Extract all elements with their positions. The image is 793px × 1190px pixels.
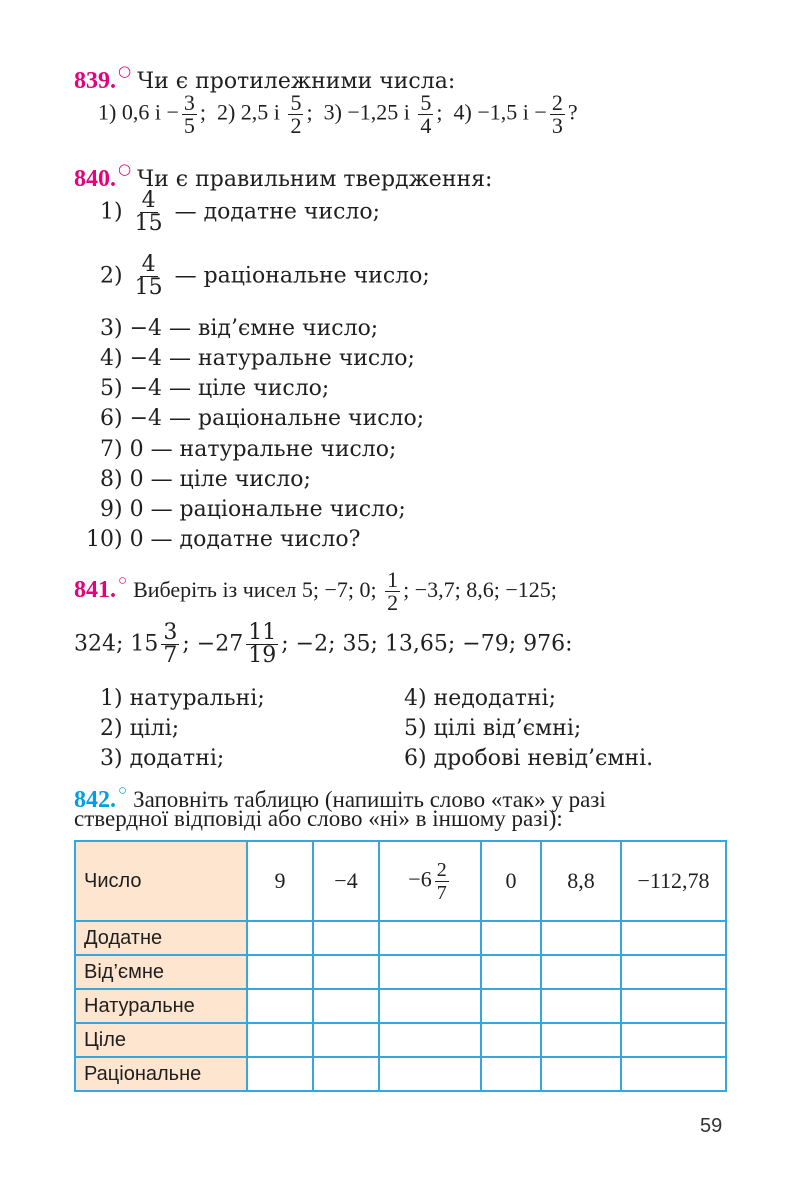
numerator: 5 <box>290 90 302 115</box>
table-row <box>75 955 726 989</box>
answer-cell[interactable] <box>481 1023 541 1057</box>
fraction <box>385 569 400 614</box>
answer-cell[interactable] <box>247 921 313 955</box>
item-text: Заповніть таблицю (напишіть слово «так» у разі <box>133 787 606 812</box>
item-text: ; <box>199 99 206 125</box>
item-text: ; −27 <box>182 631 244 657</box>
table-value: 9 <box>247 841 313 921</box>
problem-841-line-2 <box>74 622 573 667</box>
denominator: 15 <box>134 275 163 300</box>
answer-cell[interactable] <box>313 1023 379 1057</box>
item-text: Виберіть із чисел 5; −7; 0; <box>133 577 377 602</box>
answer-cell[interactable] <box>379 989 481 1023</box>
item-text: ; <box>436 99 443 125</box>
list-item: 6) дробові невід’ємні. <box>404 746 654 771</box>
table-header-label: Число <box>75 841 247 921</box>
answer-cell[interactable] <box>313 955 379 989</box>
answer-cell[interactable] <box>541 989 621 1023</box>
degree-mark-icon: ○ <box>118 783 128 799</box>
table-row <box>75 921 726 955</box>
fraction <box>133 190 165 235</box>
item-text: ? <box>567 99 578 125</box>
degree-mark-icon: ○ <box>118 160 132 178</box>
list-item: 5) цілі від’ємні; <box>404 716 582 741</box>
fraction <box>435 859 449 904</box>
problem-840-item-1 <box>100 190 380 235</box>
fraction <box>182 92 197 137</box>
item-text: ; −3,7; 8,6; −125; <box>403 577 557 602</box>
whole-part: −6 <box>408 866 432 892</box>
list-item: 4) −4 — натуральне число; <box>100 346 415 371</box>
numerator: 11 <box>248 620 277 645</box>
table-value: −112,78 <box>621 841 726 921</box>
numerator: 3 <box>163 620 178 645</box>
item-label: 2) <box>100 263 123 289</box>
denominator: 5 <box>183 113 195 138</box>
fraction <box>161 622 179 667</box>
problem-842-line-2: ствердної відповіді або слово «ні» в іншому разі): <box>74 806 563 831</box>
answer-cell[interactable] <box>541 921 621 955</box>
answer-cell[interactable] <box>379 1023 481 1057</box>
answer-cell[interactable] <box>481 989 541 1023</box>
list-item: 8) 0 — ціле число; <box>100 467 311 492</box>
fraction <box>288 92 303 137</box>
numerator: 2 <box>436 858 447 881</box>
answer-cell[interactable] <box>541 1023 621 1057</box>
answer-cell[interactable] <box>621 921 726 955</box>
numerator: 5 <box>420 90 432 115</box>
numerator: 2 <box>551 90 563 115</box>
answer-cell[interactable] <box>379 955 481 989</box>
denominator: 2 <box>290 113 302 138</box>
row-label: Додатне <box>75 921 247 955</box>
answer-cell[interactable] <box>621 989 726 1023</box>
item-text: ; −2; 35; 13,65; −79; 976: <box>281 631 573 657</box>
answer-cell[interactable] <box>313 921 379 955</box>
answer-cell[interactable] <box>247 1023 313 1057</box>
table-row <box>75 989 726 1023</box>
problem-840-heading <box>74 156 492 193</box>
denominator: 7 <box>163 643 178 668</box>
numerator: 1 <box>387 567 399 593</box>
answer-table <box>74 840 727 1092</box>
denominator: 4 <box>420 113 432 138</box>
item-text: 324; 15 <box>74 631 159 657</box>
fraction <box>550 92 565 137</box>
answer-cell[interactable] <box>247 1057 313 1091</box>
degree-mark-icon: ○ <box>118 573 128 589</box>
answer-cell[interactable] <box>621 1023 726 1057</box>
denominator: 3 <box>551 113 563 138</box>
table-value-mixed <box>379 841 481 921</box>
list-item: 3) −4 — від’ємне число; <box>100 316 379 341</box>
problem-number: 839. <box>74 68 116 94</box>
answer-cell[interactable] <box>247 955 313 989</box>
problem-839-items <box>98 92 578 137</box>
problem-question: Чи є протилежними числа: <box>137 69 456 94</box>
item-label: 1) <box>100 199 123 225</box>
table-row <box>75 1057 726 1091</box>
item-text: 2) 2,5 і <box>216 99 286 125</box>
list-item: 4) недодатні; <box>404 686 556 711</box>
answer-cell[interactable] <box>313 989 379 1023</box>
list-item: 7) 0 — натуральне число; <box>100 437 397 462</box>
denominator: 15 <box>134 211 163 236</box>
denominator: 2 <box>387 590 399 616</box>
list-item: 2) цілі; <box>100 716 180 741</box>
answer-cell[interactable] <box>541 955 621 989</box>
item-text: — додатне число; <box>174 199 381 225</box>
answer-cell[interactable] <box>481 1057 541 1091</box>
answer-cell[interactable] <box>481 955 541 989</box>
numerator: 4 <box>141 188 156 213</box>
table-value: 8,8 <box>541 841 621 921</box>
numerator: 3 <box>183 90 195 115</box>
degree-mark-icon: ○ <box>118 62 132 80</box>
answer-cell[interactable] <box>541 1057 621 1091</box>
answer-cell[interactable] <box>313 1057 379 1091</box>
answer-cell[interactable] <box>379 921 481 955</box>
problem-question: Чи є правильним твердження: <box>137 167 493 192</box>
row-label: Ціле <box>75 1023 247 1057</box>
answer-cell[interactable] <box>247 989 313 1023</box>
page-number: 59 <box>700 1115 723 1137</box>
list-item: 9) 0 — раціональне число; <box>100 497 406 522</box>
fraction <box>246 622 278 667</box>
item-text: 1) 0,6 і − <box>98 99 179 125</box>
problem-841-line-1 <box>74 568 557 614</box>
item-text: — раціональне число; <box>174 263 430 289</box>
problem-839-heading <box>74 58 455 95</box>
problem-number: 840. <box>74 166 116 192</box>
row-label: Натуральне <box>75 989 247 1023</box>
answer-cell[interactable] <box>481 921 541 955</box>
problem-840-item-2 <box>100 254 430 299</box>
table-header-row <box>75 841 726 921</box>
problem-number: 842. <box>74 787 116 813</box>
item-text: 3) −1,25 і <box>323 99 416 125</box>
list-item: 1) натуральні; <box>100 686 265 711</box>
list-item: 10) 0 — додатне число? <box>86 527 361 552</box>
denominator: 19 <box>248 643 277 668</box>
table-value: −4 <box>313 841 379 921</box>
fraction <box>418 92 433 137</box>
denominator: 7 <box>436 881 447 904</box>
row-label: Від’ємне <box>75 955 247 989</box>
fraction <box>133 254 165 299</box>
table-row <box>75 1023 726 1057</box>
numerator: 4 <box>141 252 156 277</box>
answer-cell[interactable] <box>379 1057 481 1091</box>
answer-cell[interactable] <box>621 1057 726 1091</box>
table-value: 0 <box>481 841 541 921</box>
list-item: 6) −4 — раціональне число; <box>100 406 425 431</box>
answer-cell[interactable] <box>621 955 726 989</box>
list-item: 5) −4 — ціле число; <box>100 376 330 401</box>
item-text: ; <box>306 99 313 125</box>
item-text: 4) −1,5 і − <box>453 99 547 125</box>
row-label: Раціональне <box>75 1057 247 1091</box>
problem-number: 841. <box>74 577 116 603</box>
list-item: 3) додатні; <box>100 746 225 771</box>
